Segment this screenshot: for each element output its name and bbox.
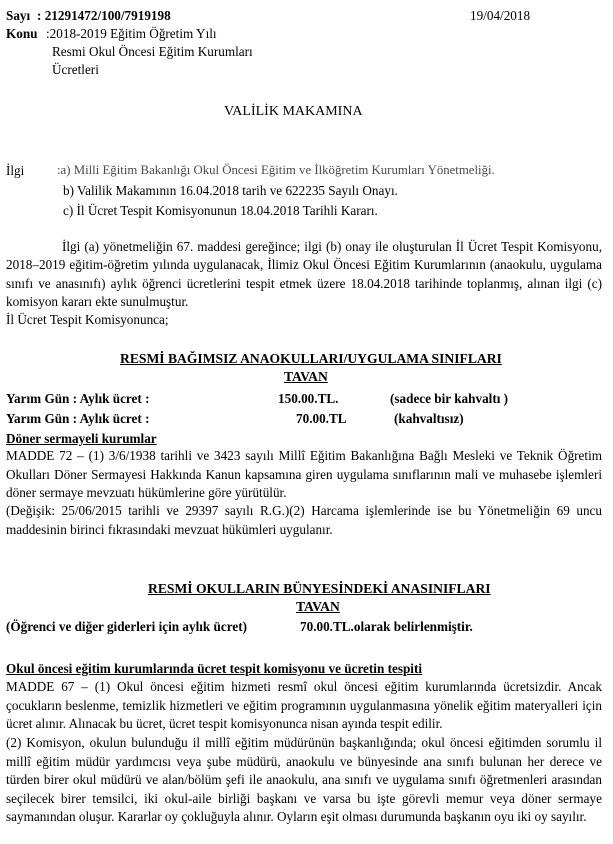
tariff-row-note: (sadece bir kahvaltı ) <box>390 391 509 406</box>
degisik-note: (Değişik: 25/06/2015 tarihli ve 29397 sayılı R.G.)(2) Harcama işlemlerinde ise bu Yönetmeliğin 69 uncu maddesinin birinci fıkrasındaki mevzuat hükümleri uygulanır. <box>6 503 602 537</box>
section3-title: Okul öncesi eğitim kurumlarında ücret tespit komisyonu ve ücretin tespiti <box>6 661 423 676</box>
sayi-value: : 21291472/100/7919198 <box>37 8 171 23</box>
madde-67-1: MADDE 67 – (1) Okul öncesi eğitim hizmeti resmî okul öncesi eğitim kurumlarında ücretsizdir. Ancak çocukların beslenme, temizlik hizmetleri ve eğitim programının uygulanmasına yönelik eğitim materyalleri için ücret alınır. Alınacak bu ücret, ücret tespit komisyonunca nisan ayında tespit edilir. <box>6 679 602 732</box>
section1-title: RESMİ BAĞIMSIZ ANAOKULLARI/UYGULAMA SINIFLARI <box>120 351 502 366</box>
sayi-label: Sayı <box>6 8 31 23</box>
document-date: 19/04/2018 <box>470 8 531 23</box>
tariff-row-note: (kahvaltısız) <box>394 411 464 426</box>
body-paragraph: İlgi (a) yönetmeliğin 67. maddesi gereğince; ilgi (b) onay ile oluşturulan İl Ücret Tespit Komisyonu, 2018–2019 eğitim-öğretim yılında uygulanacak, İlimiz Okul Öncesi Eğitim Kurumlarının (anaokulu, uygulama sınıfı ve anasınıfı) aylık öğrenci ücretlerini tespit etmek üzere 18.04.2018 tarihinde toplanmış, alınan ilgi (c) komisyon kararı ekte sunulmuştur. <box>6 239 602 309</box>
doner-title: Döner sermayeli kurumlar <box>6 431 157 446</box>
madde-72: MADDE 72 – (1) 3/6/1938 tarihli ve 3423 sayılı Millî Eğitim Bakanlığına Bağlı Mesleki ve Teknik Öğretim Okulları Döner Sermayesi Hakkında Kanun kapsamına giren uygulama sınıflarının mali ve muhasebe işlemleri döner sermaye mevzuatı hükümlerine göre yürütülür. <box>6 448 602 500</box>
konu-line-1: :2018-2019 Eğitim Öğretim Yılı <box>46 26 217 41</box>
ilgi-c: c) İl Ücret Tespit Komisyonunun 18.04.2018 Tarihli Kararı. <box>63 203 378 218</box>
ilgi-a: :a) Milli Eğitim Bakanlığı Okul Öncesi Eğitim ve İlköğretim Kurumları Yönetmeliği. <box>57 163 495 177</box>
section2-title: RESMİ OKULLARIN BÜNYESİNDEKİ ANASINIFLARI <box>148 581 491 596</box>
konu-label: Konu <box>6 26 38 41</box>
ilgi-b: b) Valilik Makamının 16.04.2018 tarih ve 622235 Sayılı Onayı. <box>63 183 398 198</box>
konu-line-3: Ücretleri <box>52 62 99 77</box>
closing-line: İl Ücret Tespit Komisyonunca; <box>6 312 169 327</box>
ilgi-label: İlgi <box>6 163 25 178</box>
addressee: VALİLİK MAKAMINA <box>224 104 363 119</box>
section2-row-label: (Öğrenci ve diğer giderleri için aylık ücret) <box>6 619 247 634</box>
section2-row-amount: 70.00.TL.olarak belirlenmiştir. <box>300 619 473 634</box>
tariff-row-amount: 150.00.TL. <box>278 391 339 406</box>
section2-tavan: TAVAN <box>296 599 340 614</box>
madde-67-2: (2) Komisyon, okulun bulunduğu il millî eğitim müdürünün başkanlığında; okul öncesi eğitimden sorumlu il millî eğitim müdür yardımcısı veya şube müdürü, anaokulu ve bünyesinde ana sınıfı bulunan her derece ve türden birer okul müdürü ve alan/bölüm şefi ile anaokulu, ana sınıfı ve uygulama sınıfı öğretmenleri arasından seçilecek birer temsilci, iki okul-aile birliği başkanı ve varsa bu işte görevli memur veya döner sermaye saymanından oluşur. Kararlar oy çokluğuyla alınır. Oyların eşit olması durumunda başkanın oyu iki oy sayılır. <box>6 735 602 825</box>
konu-line-2: Resmi Okul Öncesi Eğitim Kurumları <box>52 44 253 59</box>
tariff-row-label: Yarım Gün : Aylık ücret : <box>6 411 150 426</box>
tariff-row-label: Yarım Gün : Aylık ücret : <box>6 391 150 406</box>
tariff-row-amount: 70.00.TL <box>296 411 347 426</box>
section1-tavan: TAVAN <box>284 369 328 384</box>
